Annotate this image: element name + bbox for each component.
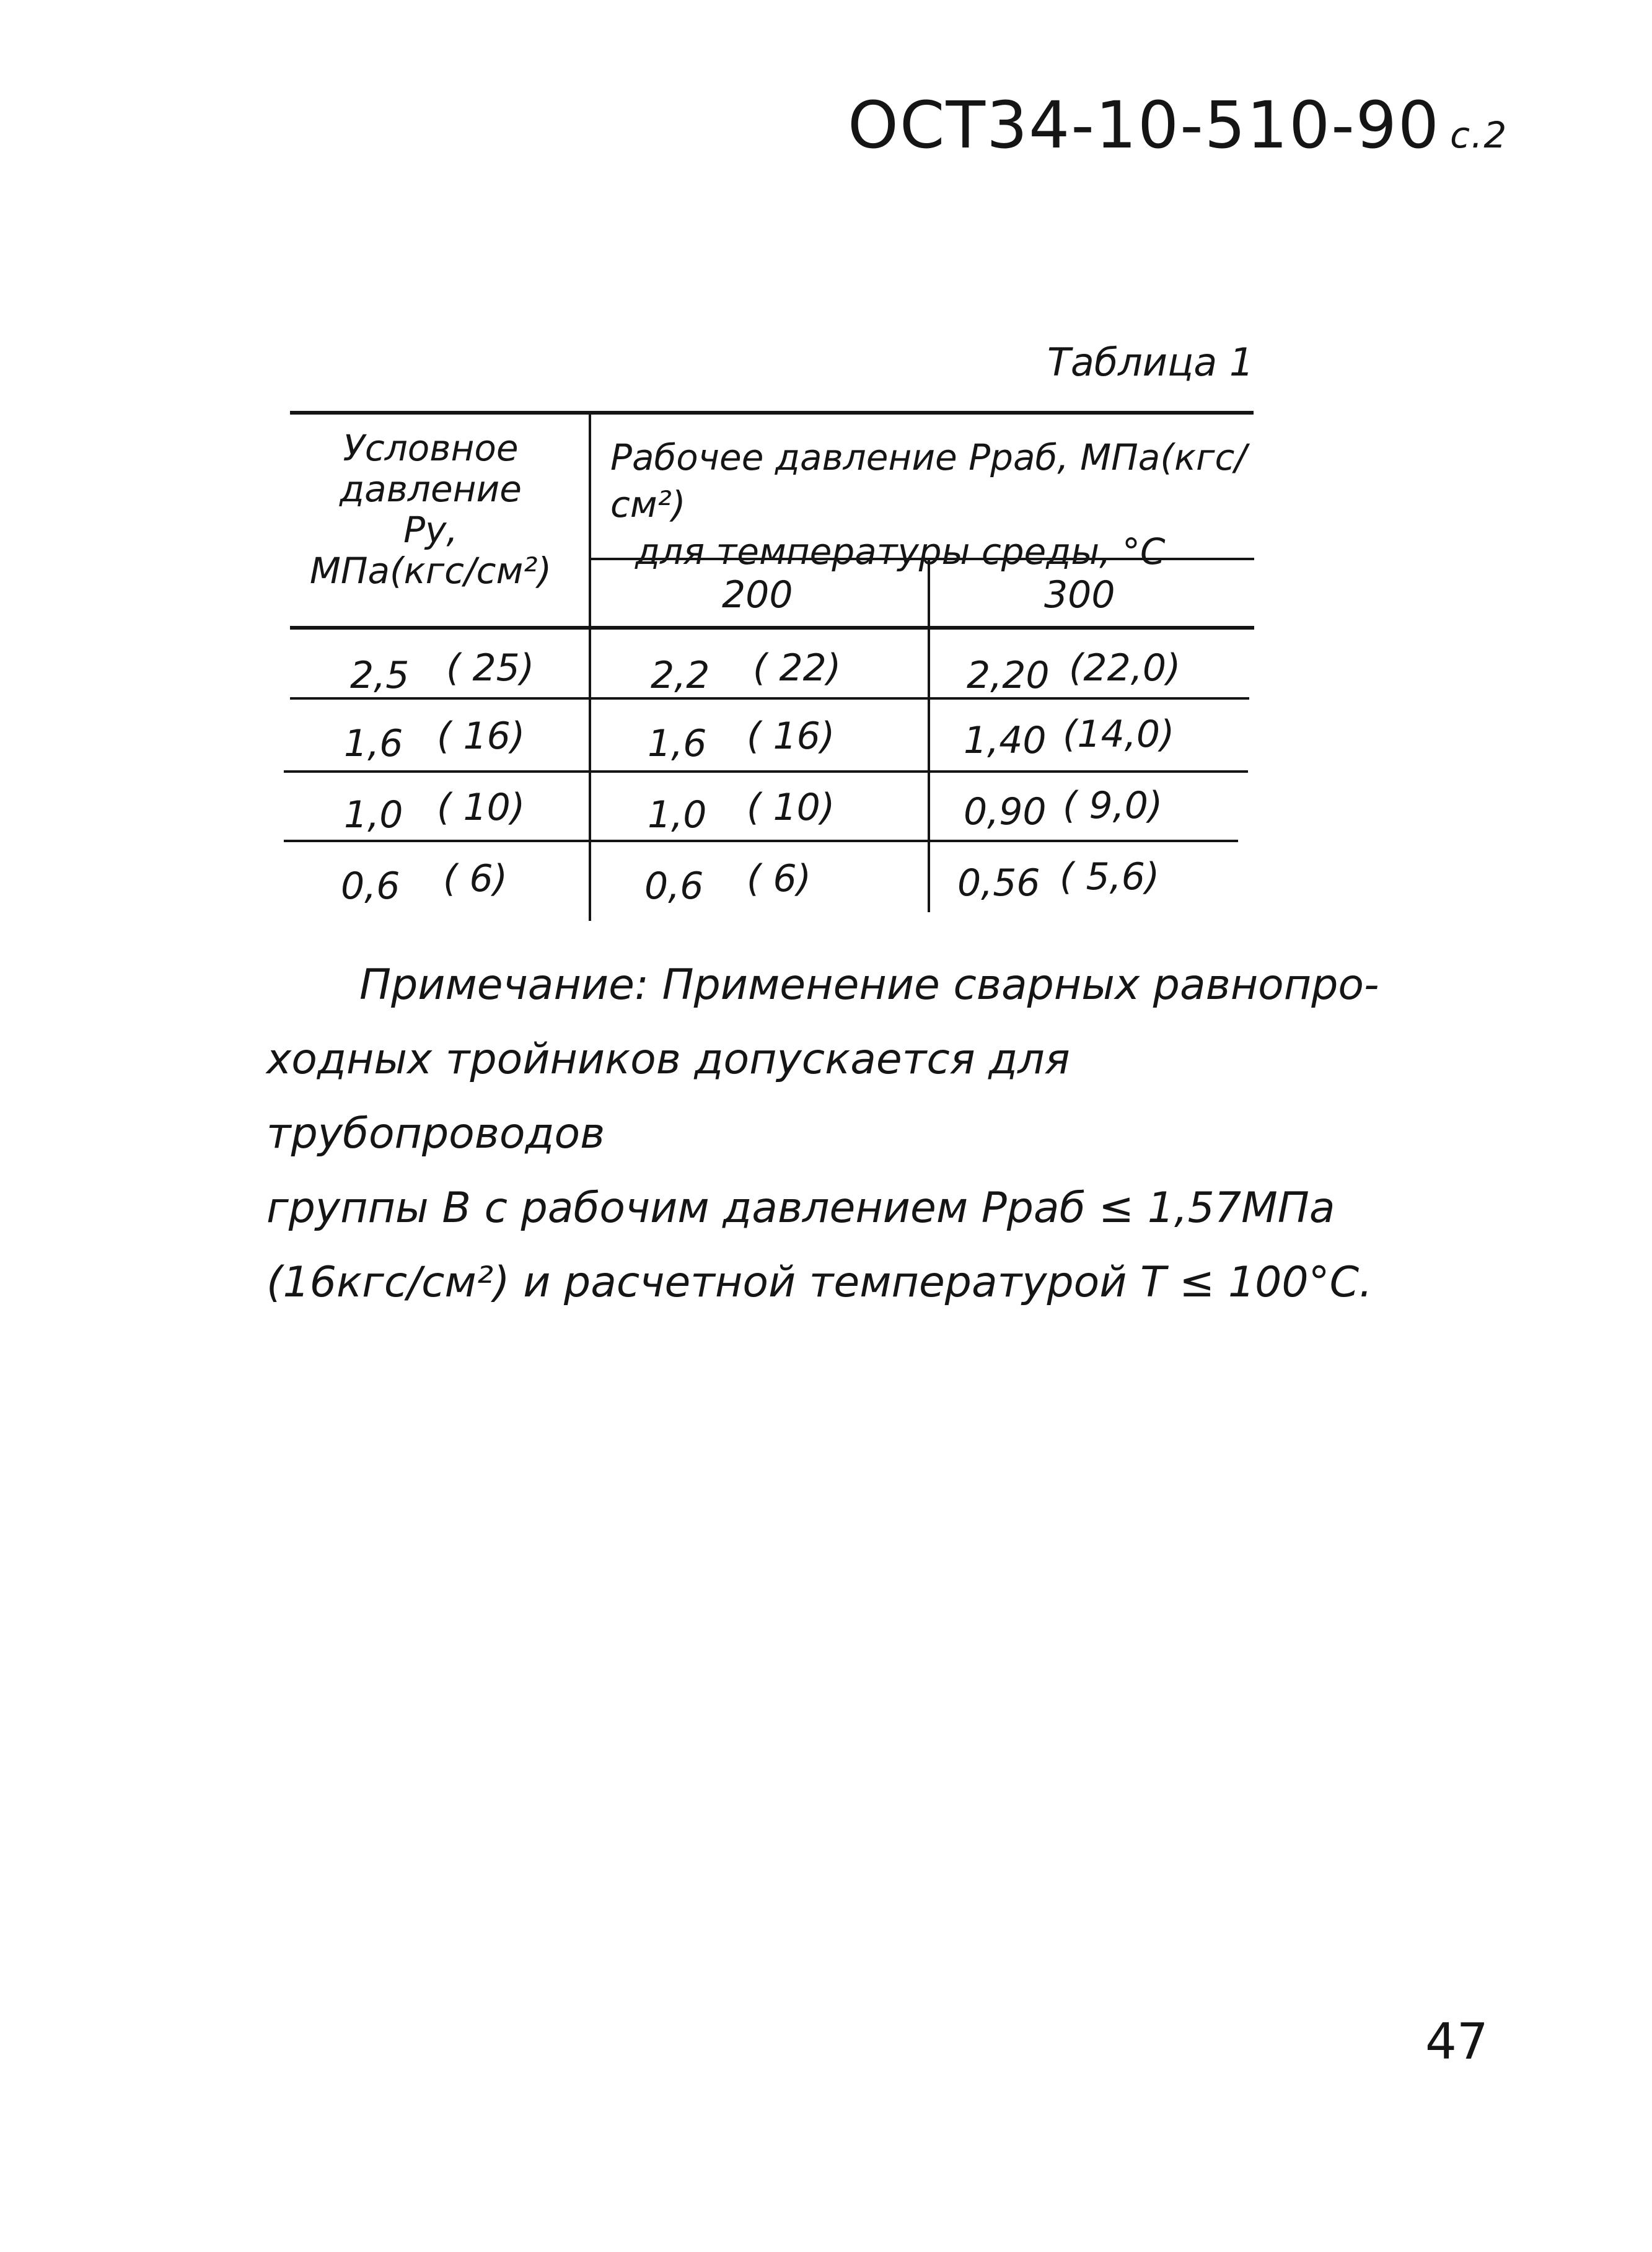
nominal-pressure-header <box>285 428 576 591</box>
nominal-pressure-kgf: ( 16) <box>437 715 525 758</box>
document-code <box>848 87 1508 163</box>
working-pressure-300-value: 0,90 <box>964 790 1047 834</box>
note-line: (16кгс/см²) и расчетной температурой Т ≤ 100°С. <box>266 1258 1373 1307</box>
row-rule-2 <box>284 770 1248 773</box>
working-pressure-200-value: 1,6 <box>648 722 707 765</box>
nominal-pressure-value: 2,5 <box>350 654 410 697</box>
temperature-200-header: 200 <box>722 573 793 617</box>
working-pressure-200-kgf: ( 16) <box>747 715 835 758</box>
temperature-300-header: 300 <box>1044 573 1115 617</box>
working-pressure-200-kgf: ( 10) <box>747 786 835 829</box>
working-pressure-300-kgf: ( 9,0) <box>1063 784 1163 827</box>
header-bottom-rule <box>290 626 1254 630</box>
row-rule-3 <box>284 840 1238 842</box>
working-pressure-300-kgf: (22,0) <box>1069 646 1181 690</box>
page-number: 47 <box>1425 2013 1488 2070</box>
nominal-pressure-value: 1,6 <box>344 722 403 765</box>
working-pressure-header-line: для температуры среды, °С <box>635 530 1166 573</box>
nominal-pressure-kgf: ( 10) <box>437 786 525 829</box>
table-top-rule <box>290 411 1254 415</box>
table-column-divider-1 <box>589 413 591 921</box>
note-line: ходных тройников допускается для трубопроводов <box>266 1035 1070 1158</box>
working-pressure-200-kgf: ( 6) <box>747 857 812 900</box>
working-pressure-200-value: 1,0 <box>648 793 707 837</box>
nominal-pressure-kgf: ( 25) <box>446 646 535 690</box>
working-pressure-200-value: 2,2 <box>651 654 710 697</box>
table-caption: Таблица 1 <box>1047 340 1254 385</box>
page-reference: с.2 <box>1450 114 1508 156</box>
nominal-pressure-value: 0,6 <box>341 864 400 908</box>
table-column-divider-2 <box>928 559 930 912</box>
nominal-pressure-kgf: ( 6) <box>443 857 508 900</box>
working-pressure-300-kgf: ( 5,6) <box>1060 855 1160 899</box>
row-rule-1 <box>290 697 1249 700</box>
working-pressure-300-kgf: (14,0) <box>1063 713 1175 756</box>
nominal-pressure-value: 1,0 <box>344 793 403 837</box>
nominal-pressure-header-line: Условное <box>343 427 519 469</box>
working-pressure-header <box>610 434 1261 575</box>
nominal-pressure-header-line: давление <box>340 468 522 510</box>
note-line: Примечание: Применение сварных равнопро- <box>359 961 1379 1009</box>
nominal-pressure-header-line: Ру, <box>403 509 458 551</box>
working-pressure-300-value: 1,40 <box>964 719 1047 762</box>
working-pressure-200-value: 0,6 <box>644 864 704 908</box>
working-pressure-300-value: 0,56 <box>957 861 1040 905</box>
document-code-text: ОСТ34-10-510-90 <box>848 87 1441 163</box>
nominal-pressure-header-line: МПа(кгс/см²) <box>309 550 552 592</box>
working-pressure-300-value: 2,20 <box>967 654 1050 697</box>
note-line: группы В с рабочим давлением Рраб ≤ 1,57МПа <box>266 1184 1335 1233</box>
working-pressure-header-line: Рабочее давление Рраб, МПа(кгс/см²) <box>610 436 1247 526</box>
working-pressure-200-kgf: ( 22) <box>753 646 841 690</box>
table-note <box>266 948 1382 1320</box>
